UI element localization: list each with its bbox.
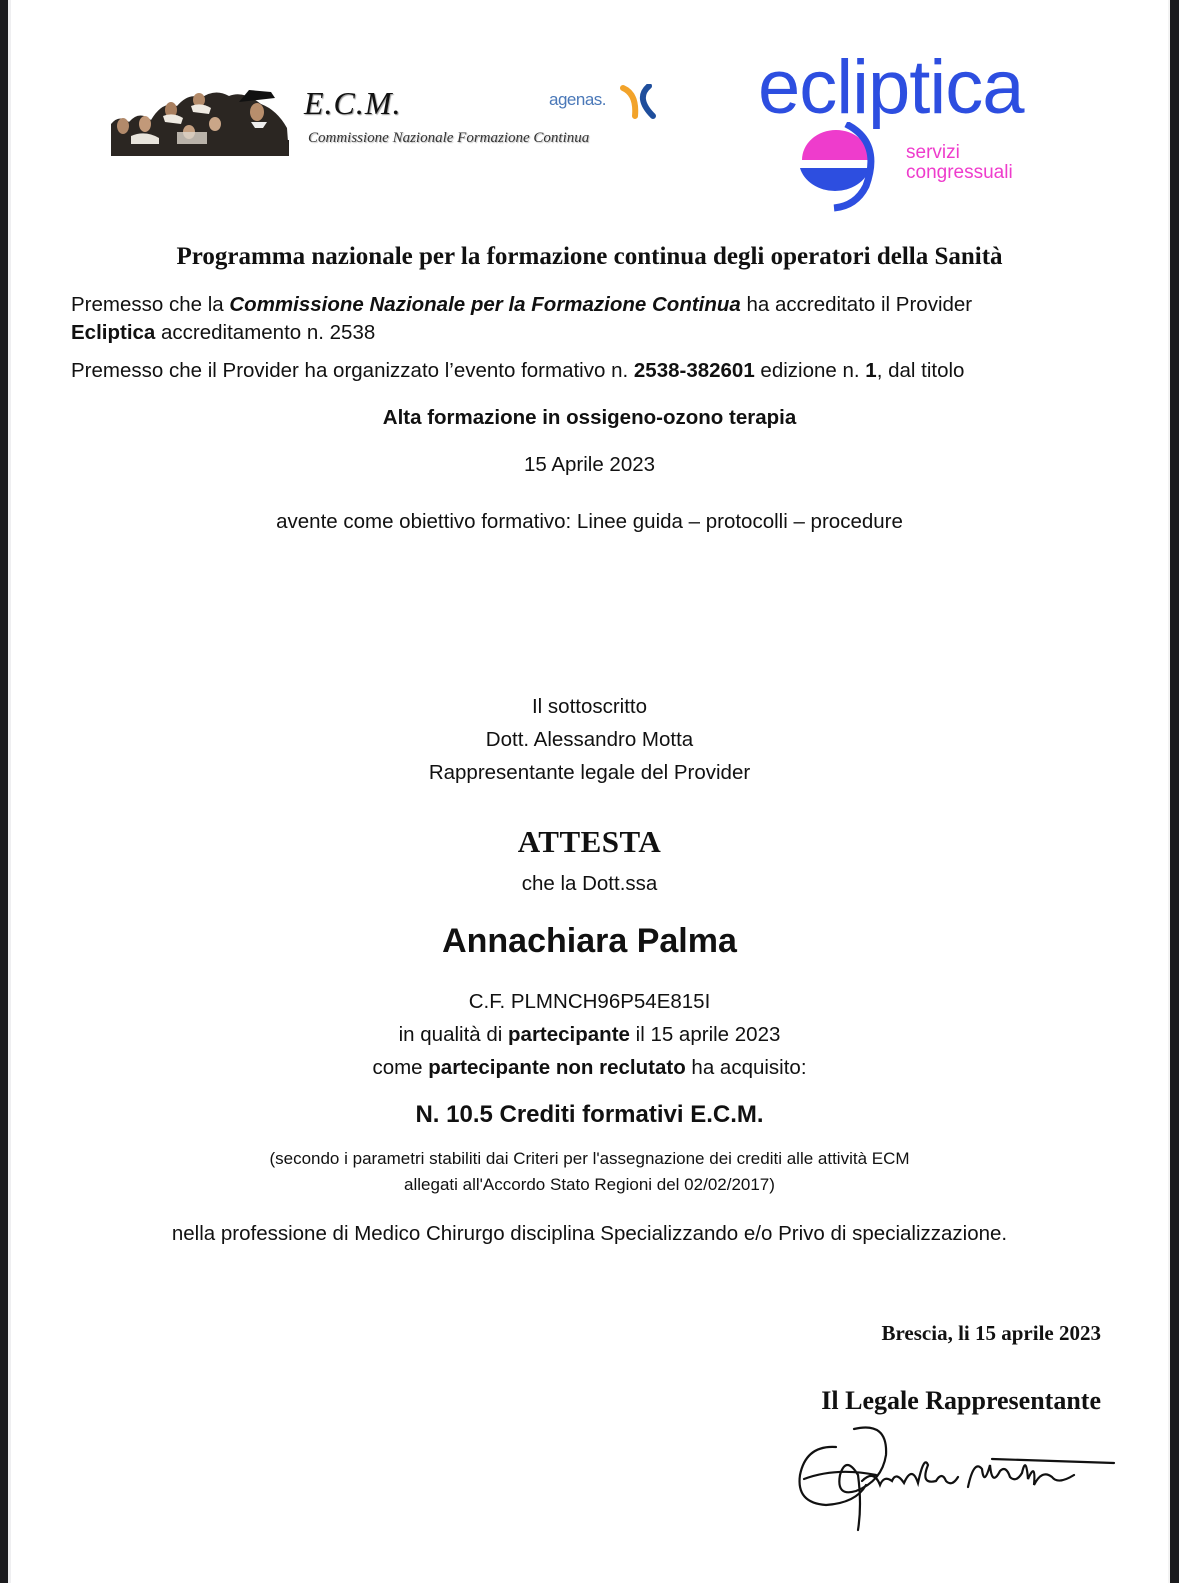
ecliptica-logo — [756, 45, 1056, 210]
event-number: 2538-382601 — [633, 359, 755, 382]
attesta-heading: ATTESTA — [517, 824, 662, 859]
criteria-line-1: (secondo i parametri stabiliti dai Criteri per l'assegnazione dei crediti alle attività ECM — [269, 1149, 910, 1168]
agenas-logo — [549, 84, 659, 124]
profession-line: nella professione di Medico Chirurgo disciplina Specializzando e/o Privo di specializzazione. — [171, 1222, 1008, 1245]
participant-name: Annachiara Palma — [442, 922, 737, 960]
legal-representative-label: Il Legale Rappresentante — [821, 1386, 1101, 1415]
ecm-logo-title: E.C.M. — [304, 85, 402, 121]
event-date: 15 Aprile 2023 — [523, 453, 656, 476]
ecliptica-logo-word: ecliptica — [758, 45, 1024, 130]
program-title: Programma nazionale per la formazione continua degli operatori della Sanità — [176, 243, 1003, 270]
premise-2-middle: edizione n. — [754, 359, 866, 382]
agenas-mark-icon — [619, 84, 659, 120]
ecliptica-tagline-2: congressuali — [906, 162, 1013, 183]
signature-icon — [796, 1425, 1116, 1540]
premise-1-middle: ha accreditato il Provider — [740, 293, 973, 316]
undersigned-role: Rappresentante legale del Provider — [428, 761, 751, 784]
anatomy-lesson-image — [111, 88, 289, 156]
event-objective: avente come obiettivo formativo: Linee guida – protocolli – procedure — [276, 510, 903, 533]
credits-awarded: N. 10.5 Crediti formativi E.C.M. — [415, 1101, 764, 1128]
type-prefix: come — [372, 1056, 429, 1079]
agenas-logo-text: agenas. — [549, 90, 606, 109]
ecliptica-tagline-1: servizi — [906, 142, 960, 163]
provider-name: Ecliptica — [71, 321, 156, 344]
premise-accreditation — [71, 291, 1131, 347]
commission-name: Commissione Nazionale per la Formazione Continua — [229, 293, 741, 316]
type-line — [11, 1051, 1168, 1084]
undersigned-block — [11, 690, 1168, 789]
participant-details — [11, 985, 1168, 1084]
role-value: partecipante — [508, 1023, 630, 1046]
ecliptica-e-mark-icon — [796, 122, 886, 212]
type-suffix: ha acquisito: — [685, 1056, 807, 1079]
premise-1-suffix: accreditamento n. 2538 — [155, 321, 376, 344]
certificate-page — [8, 0, 1170, 1583]
edition-number: 1 — [865, 359, 877, 382]
premise-event — [71, 357, 1131, 385]
place-date: Brescia, li 15 aprile 2023 — [881, 1321, 1101, 1345]
event-title: Alta formazione in ossigeno-ozono terapia — [382, 406, 797, 429]
criteria-line-2: allegati all'Accordo Stato Regioni del 02/02/2017) — [404, 1175, 775, 1194]
che-la-text: che la Dott.ssa — [521, 872, 658, 895]
role-line — [11, 1018, 1168, 1051]
undersigned-line-1: Il sottoscritto — [531, 695, 648, 718]
premise-2-prefix: Premesso che il Provider ha organizzato l’evento formativo n. — [71, 359, 634, 382]
undersigned-name: Dott. Alessandro Motta — [485, 728, 694, 751]
ecm-logo-subtitle: Commissione Nazionale Formazione Continua — [308, 130, 590, 146]
premise-1-prefix: Premesso che la — [71, 293, 230, 316]
criteria-note — [11, 1146, 1168, 1198]
premise-2-suffix: , dal titolo — [876, 359, 965, 382]
type-value: partecipante non reclutato — [428, 1056, 686, 1079]
role-prefix: in qualità di — [398, 1023, 509, 1046]
fiscal-code: C.F. PLMNCH96P54E815I — [468, 990, 711, 1013]
role-suffix: il 15 aprile 2023 — [629, 1023, 781, 1046]
